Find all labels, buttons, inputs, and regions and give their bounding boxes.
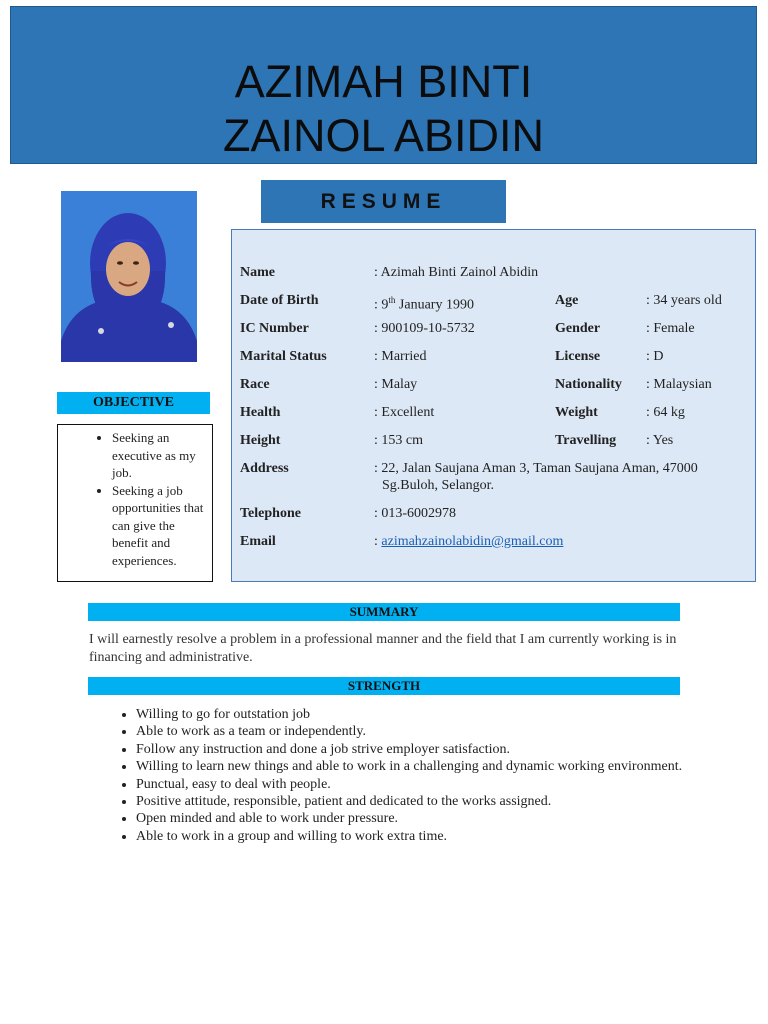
travelling-value: : Yes bbox=[646, 433, 674, 448]
gender-value: : Female bbox=[646, 321, 695, 336]
strength-item: • Follow any instruction and done a job strive employer satisfaction. bbox=[136, 741, 768, 758]
weight-label: Weight bbox=[555, 405, 598, 420]
objective-list bbox=[58, 429, 212, 569]
strength-item: • Punctual, easy to deal with people. bbox=[136, 776, 768, 793]
strength-list bbox=[89, 706, 768, 845]
address-line-1: : 22, Jalan Saujana Aman 3, Taman Saujana Aman, 47000 bbox=[374, 461, 698, 476]
height-value: : 153 cm bbox=[374, 433, 423, 448]
name-line-1: AZIMAH BINTI bbox=[234, 56, 533, 107]
health-label: Health bbox=[240, 405, 281, 420]
telephone-value: : 013-6002978 bbox=[374, 506, 457, 521]
objective-item: • Seeking an executive as my job. bbox=[112, 429, 212, 482]
name-value: : Azimah Binti Zainol Abidin bbox=[374, 265, 539, 280]
email-value: : azimahzainolabidin@gmail.com bbox=[374, 534, 564, 549]
email-label: Email bbox=[240, 534, 276, 549]
strength-heading: STRENGTH bbox=[88, 677, 680, 695]
marital-label: Marital Status bbox=[240, 349, 327, 364]
address-label: Address bbox=[240, 461, 289, 476]
nationality-label: Nationality bbox=[555, 377, 622, 392]
age-label: Age bbox=[555, 293, 579, 308]
strength-item: • Able to work in a group and willing to work extra time. bbox=[136, 828, 768, 845]
name-banner bbox=[10, 6, 757, 164]
gender-label: Gender bbox=[555, 321, 601, 336]
email-link[interactable]: azimahzainolabidin@gmail.com bbox=[381, 534, 564, 549]
strength-item: • Open minded and able to work under pressure. bbox=[136, 810, 768, 827]
personal-details-box bbox=[231, 229, 756, 582]
strength-item: • Willing to go for outstation job bbox=[136, 706, 768, 723]
health-value: : Excellent bbox=[374, 405, 435, 420]
license-value: : D bbox=[646, 349, 664, 364]
address-line-2: Sg.Buloh, Selangor. bbox=[382, 478, 495, 493]
strength-item: • Positive attitude, responsible, patient and dedicated to the works assigned. bbox=[136, 793, 768, 810]
travelling-label: Travelling bbox=[555, 433, 617, 448]
ic-label: IC Number bbox=[240, 321, 309, 336]
strength-item: • Willing to learn new things and able to work in a challenging and dynamic working environment. bbox=[136, 758, 768, 775]
objective-heading: OBJECTIVE bbox=[57, 392, 210, 414]
telephone-label: Telephone bbox=[240, 506, 301, 521]
strength-item: • Able to work as a team or independently. bbox=[136, 723, 768, 740]
license-label: License bbox=[555, 349, 601, 364]
ic-value: : 900109-10-5732 bbox=[374, 321, 475, 336]
marital-value: : Married bbox=[374, 349, 427, 364]
resume-title: RESUME bbox=[261, 180, 506, 223]
objective-box bbox=[57, 424, 213, 582]
name-label: Name bbox=[240, 265, 275, 280]
race-label: Race bbox=[240, 377, 270, 392]
dob-value: : 9th January 1990 bbox=[374, 295, 474, 313]
name-line-2: ZAINOL ABIDIN bbox=[223, 110, 544, 161]
summary-heading: SUMMARY bbox=[88, 603, 680, 621]
age-value: : 34 years old bbox=[646, 293, 722, 308]
portrait-photo bbox=[61, 191, 197, 362]
dob-label: Date of Birth bbox=[240, 293, 319, 308]
objective-item: • Seeking a job opportunities that can give the benefit and experiences. bbox=[112, 482, 212, 570]
portrait-icon bbox=[61, 191, 197, 362]
summary-text: I will earnestly resolve a problem in a professional manner and the field that I am currently working is in financing and administrative. bbox=[89, 632, 677, 665]
weight-value: : 64 kg bbox=[646, 405, 685, 420]
nationality-value: : Malaysian bbox=[646, 377, 712, 392]
height-label: Height bbox=[240, 433, 281, 448]
race-value: : Malay bbox=[374, 377, 418, 392]
